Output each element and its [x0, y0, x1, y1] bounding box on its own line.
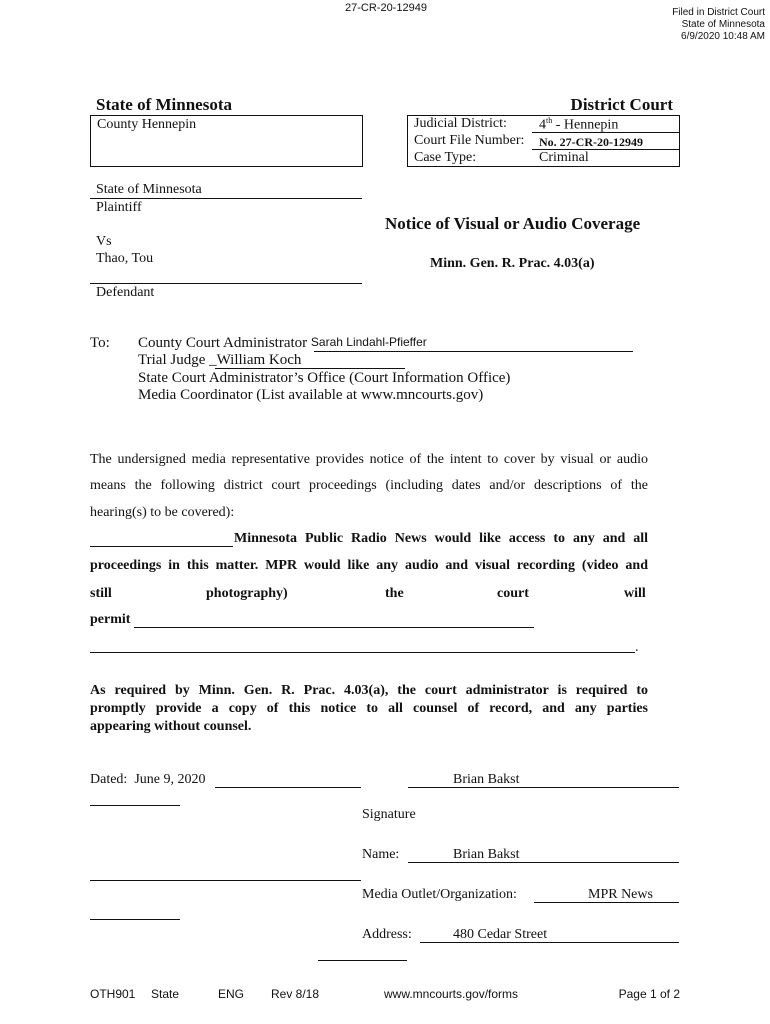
intro-line-2: means the following district court proceedings (including dates and/or descriptions of the [90, 478, 648, 493]
org-value: MPR News [588, 887, 653, 902]
trial-judge-name: _William Koch [209, 352, 302, 368]
request-word-permit: permit [90, 612, 131, 627]
plaintiff-name: State of Minnesota [96, 182, 202, 197]
filed-stamp-line3: 6/9/2020 10:48 AM [681, 31, 765, 42]
signer-name: Brian Bakst [453, 772, 520, 787]
county-box [90, 115, 363, 167]
request-word-the: the [385, 586, 404, 601]
filed-stamp-line2: State of Minnesota [681, 19, 765, 30]
request-period: . [635, 640, 639, 655]
intro-line-1: The undersigned media representative provides notice of the intent to cover by visual or audio [90, 452, 648, 467]
court-heading: District Court [570, 95, 673, 114]
name-value: Brian Bakst [453, 847, 520, 862]
request-line-1: Minnesota Public Radio News would like access to any and all [234, 531, 648, 546]
footer-form-id: OTH901 [90, 987, 136, 1001]
address-label: Address: [362, 927, 412, 942]
request-word-still: still [90, 586, 112, 601]
required-line-2: promptly provide a copy of this notice to all counsel of record, and any parties [90, 701, 648, 716]
case-type-label: Case Type: [414, 150, 477, 165]
signature-label: Signature [362, 807, 416, 822]
request-word-photography: photography) [206, 586, 288, 601]
request-word-court: court [497, 586, 529, 601]
org-label: Media Outlet/Organization: [362, 887, 517, 902]
county-label: County Hennepin [97, 117, 197, 132]
case-id-header: 27-CR-20-12949 [345, 2, 427, 14]
address-value: 480 Cedar Street [453, 927, 548, 942]
judicial-district-label: Judicial District: [414, 116, 507, 131]
defendant-label: Defendant [96, 285, 155, 300]
footer-state: State [151, 987, 180, 1001]
footer-rev: Rev 8/18 [271, 987, 320, 1001]
to-line-media-coordinator: Media Coordinator (List available at www.mncourts.gov) [138, 387, 484, 403]
footer-url[interactable]: www.mncourts.gov/forms [384, 987, 519, 1001]
required-line-3: appearing without counsel. [90, 719, 252, 734]
name-label: Name: [362, 847, 400, 862]
county-admin-name: Sarah Lindahl-Pfieffer [310, 335, 427, 349]
plaintiff-label: Plaintiff [96, 200, 142, 215]
defendant-name: Thao, Tou [96, 251, 154, 266]
state-heading: State of Minnesota [96, 95, 232, 114]
request-word-will: will [624, 586, 646, 601]
to-label: To: [90, 335, 110, 351]
footer-page-number: Page 1 of 2 [618, 987, 680, 1001]
vs-label: Vs [96, 234, 112, 249]
intro-line-3: hearing(s) to be covered): [90, 505, 235, 520]
case-type-value: Criminal [539, 150, 589, 165]
dated-field: Dated: June 9, 2020 [90, 772, 206, 787]
judicial-district-value: 4th - Hennepin [539, 116, 619, 133]
footer-lang: ENG [218, 987, 245, 1001]
required-line-1: As required by Minn. Gen. R. Prac. 4.03(a), the court administrator is required to [90, 683, 648, 698]
file-number-label: Court File Number: [414, 133, 525, 148]
document-title: Notice of Visual or Audio Coverage [385, 214, 641, 233]
filed-stamp [672, 7, 765, 43]
request-line-2: proceedings in this matter. MPR would like any audio and visual recording (video and [90, 558, 648, 573]
to-line-trial-judge: Trial Judge _William Koch [138, 352, 302, 368]
to-line-county-admin: County Court Administrator Sarah Lindahl-Pfieffer [138, 335, 427, 351]
rule-reference: Minn. Gen. R. Prac. 4.03(a) [430, 256, 595, 271]
file-number-value: No. 27-CR-20-12949 [539, 135, 643, 149]
to-line-state-admin: State Court Administrator’s Office (Court Information Office) [138, 370, 511, 386]
filed-stamp-line1: Filed in District Court [672, 7, 765, 18]
dated-value: June 9, 2020 [134, 772, 206, 787]
